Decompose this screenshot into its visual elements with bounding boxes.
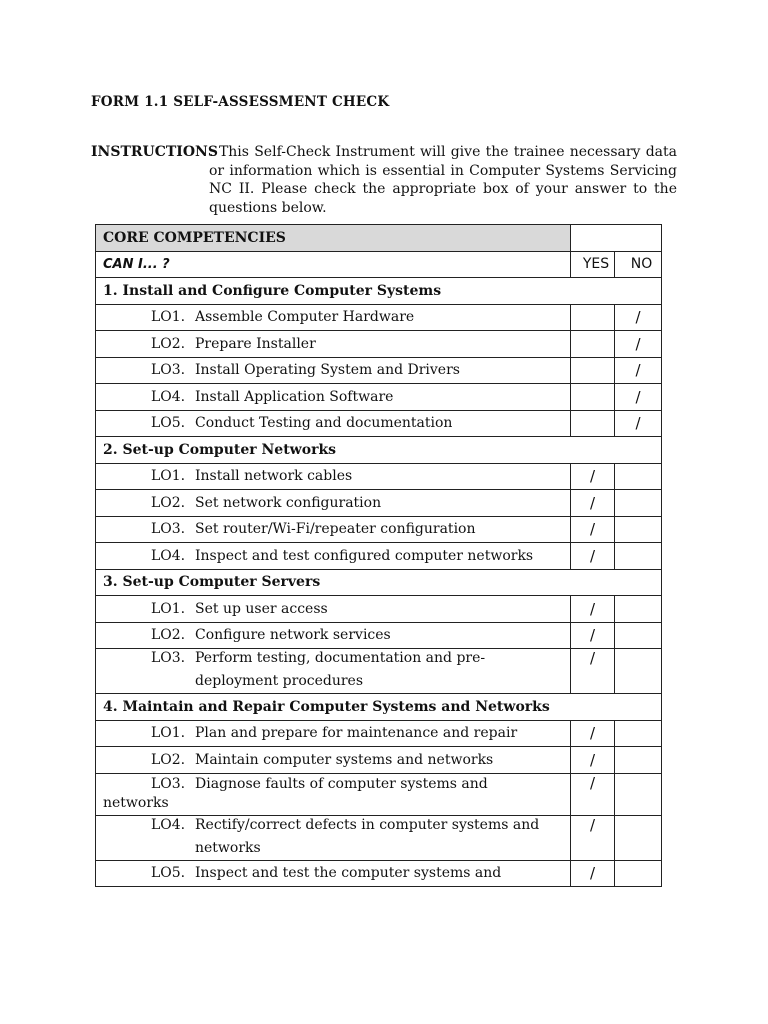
header-row-core <box>96 225 662 252</box>
learning-outcome-number: LO2. <box>151 335 186 352</box>
check-mark: / <box>589 520 596 539</box>
table-row <box>96 490 662 517</box>
learning-outcome-text: Plan and prepare for maintenance and repair <box>195 725 518 742</box>
no-checkbox-cell[interactable] <box>615 543 662 570</box>
yes-checkbox-cell[interactable] <box>571 720 615 747</box>
can-i-header: CAN I... ? <box>96 251 571 278</box>
competency-cell <box>96 815 571 860</box>
learning-outcome-continuation: networks <box>195 839 261 856</box>
check-mark: / <box>589 864 596 883</box>
section-title: 1. Install and Configure Computer Systems <box>96 278 662 305</box>
competency-cell <box>96 773 571 815</box>
competency-cell <box>96 331 571 358</box>
no-checkbox-cell[interactable] <box>615 463 662 490</box>
no-checkbox-cell[interactable] <box>615 490 662 517</box>
check-mark: / <box>589 815 596 834</box>
table-row <box>96 815 662 860</box>
learning-outcome-text: Inspect and test configured computer networks <box>195 547 534 564</box>
learning-outcome-number: LO2. <box>151 627 186 644</box>
no-checkbox-cell[interactable] <box>615 773 662 815</box>
check-mark: / <box>635 414 641 433</box>
yes-checkbox-cell[interactable] <box>571 773 615 815</box>
competency-cell <box>96 860 571 887</box>
learning-outcome-number: LO1. <box>151 309 186 326</box>
yes-checkbox-cell[interactable] <box>571 331 615 358</box>
learning-outcome-number: LO1. <box>151 725 186 742</box>
learning-outcome-number: LO3. <box>151 362 186 379</box>
competency-cell <box>96 516 571 543</box>
table-row <box>96 596 662 623</box>
yes-checkbox-cell[interactable] <box>571 516 615 543</box>
self-assessment-table <box>95 224 662 887</box>
table-row <box>96 331 662 358</box>
learning-outcome-text: Install network cables <box>195 468 353 485</box>
learning-outcome-text: Install Operating System and Drivers <box>195 362 460 379</box>
learning-outcome-text: Prepare Installer <box>195 335 316 352</box>
no-column-header: NO <box>615 251 662 278</box>
check-mark: / <box>589 493 596 512</box>
check-mark: / <box>635 361 641 380</box>
table-row <box>96 622 662 649</box>
yes-checkbox-cell[interactable] <box>571 490 615 517</box>
yes-checkbox-cell[interactable] <box>571 649 615 694</box>
learning-outcome-text: Configure network services <box>195 627 391 644</box>
yes-checkbox-cell[interactable] <box>571 304 615 331</box>
learning-outcome-number: LO1. <box>151 468 186 485</box>
yes-checkbox-cell[interactable] <box>571 747 615 774</box>
table-row <box>96 516 662 543</box>
section-row <box>96 569 662 596</box>
no-checkbox-cell[interactable] <box>615 304 662 331</box>
no-checkbox-cell[interactable] <box>615 815 662 860</box>
yes-checkbox-cell[interactable] <box>571 815 615 860</box>
table-row <box>96 649 662 694</box>
competency-cell <box>96 596 571 623</box>
no-checkbox-cell[interactable] <box>615 720 662 747</box>
no-checkbox-cell[interactable] <box>615 516 662 543</box>
yes-checkbox-cell[interactable] <box>571 384 615 411</box>
no-checkbox-cell[interactable] <box>615 649 662 694</box>
learning-outcome-number: LO4. <box>151 388 186 405</box>
section-row <box>96 278 662 305</box>
learning-outcome-number: LO1. <box>151 600 186 617</box>
learning-outcome-number: LO2. <box>151 494 186 511</box>
section-row <box>96 437 662 464</box>
check-mark: / <box>589 773 596 792</box>
table-row <box>96 357 662 384</box>
yes-checkbox-cell[interactable] <box>571 543 615 570</box>
table-row <box>96 384 662 411</box>
learning-outcome-number: LO3. <box>151 775 186 792</box>
competency-cell <box>96 410 571 437</box>
competency-cell <box>96 304 571 331</box>
competency-cell <box>96 747 571 774</box>
learning-outcome-text: Install Application Software <box>195 388 394 405</box>
learning-outcome-continuation: deployment procedures <box>195 673 364 689</box>
check-mark: / <box>635 308 641 327</box>
competency-cell <box>96 622 571 649</box>
learning-outcome-text: Inspect and test the computer systems and <box>195 865 502 882</box>
yes-checkbox-cell[interactable] <box>571 596 615 623</box>
learning-outcome-number: LO5. <box>151 415 186 432</box>
instructions-block <box>91 143 677 217</box>
table-row <box>96 304 662 331</box>
competency-cell <box>96 720 571 747</box>
section-title: 4. Maintain and Repair Computer Systems and Networks <box>96 694 662 721</box>
learning-outcome-number: LO5. <box>151 865 186 882</box>
no-checkbox-cell[interactable] <box>615 860 662 887</box>
competency-cell <box>96 543 571 570</box>
table-row <box>96 410 662 437</box>
learning-outcome-wrap: networks <box>103 794 169 811</box>
competency-cell <box>96 649 571 694</box>
check-mark: / <box>635 387 641 406</box>
learning-outcome-text: Diagnose faults of computer systems and <box>195 775 488 792</box>
check-mark: / <box>635 334 641 353</box>
learning-outcome-text: Rectify/correct defects in computer systems and <box>195 816 540 833</box>
competency-cell <box>96 490 571 517</box>
check-mark: / <box>589 546 596 565</box>
section-row <box>96 694 662 721</box>
yes-checkbox-cell[interactable] <box>571 410 615 437</box>
no-checkbox-cell[interactable] <box>615 331 662 358</box>
yes-checkbox-cell[interactable] <box>571 357 615 384</box>
yes-checkbox-cell[interactable] <box>571 860 615 887</box>
check-mark: / <box>589 467 596 486</box>
instructions-label: INSTRUCTIONS <box>91 144 218 160</box>
table-row <box>96 773 662 815</box>
competency-cell <box>96 357 571 384</box>
check-mark: / <box>589 626 596 645</box>
no-checkbox-cell[interactable] <box>615 622 662 649</box>
no-checkbox-cell[interactable] <box>615 410 662 437</box>
core-competencies-header: CORE COMPETENCIES <box>96 225 571 252</box>
header-blank-cell <box>571 225 662 252</box>
competency-cell <box>96 463 571 490</box>
section-title: 3. Set-up Computer Servers <box>96 569 662 596</box>
no-checkbox-cell[interactable] <box>615 384 662 411</box>
form-title: FORM 1.1 SELF-ASSESSMENT CHECK <box>91 94 390 110</box>
table-row <box>96 463 662 490</box>
header-row-can <box>96 251 662 278</box>
learning-outcome-number: LO4. <box>151 547 186 564</box>
yes-checkbox-cell[interactable] <box>571 463 615 490</box>
learning-outcome-text: Conduct Testing and documentation <box>195 415 453 432</box>
check-mark: / <box>589 649 596 667</box>
table-row <box>96 860 662 887</box>
learning-outcome-number: LO3. <box>151 650 186 666</box>
learning-outcome-text: Set router/Wi-Fi/repeater configuration <box>195 521 476 538</box>
section-title: 2. Set-up Computer Networks <box>96 437 662 464</box>
learning-outcome-number: LO2. <box>151 751 186 768</box>
check-mark: / <box>589 750 596 769</box>
table-row <box>96 543 662 570</box>
learning-outcome-text: Maintain computer systems and networks <box>195 751 494 768</box>
instructions-text: : This Self-Check Instrument will give the trainee necessary data or information which is essential in Computer Systems Servicing NC II. Please check the appropriate box of your answer to the questions below. <box>209 144 677 216</box>
learning-outcome-number: LO3. <box>151 521 186 538</box>
yes-column-header: YES <box>571 251 615 278</box>
competency-cell <box>96 384 571 411</box>
no-checkbox-cell[interactable] <box>615 357 662 384</box>
learning-outcome-text: Assemble Computer Hardware <box>195 309 415 326</box>
no-checkbox-cell[interactable] <box>615 596 662 623</box>
learning-outcome-text: Set up user access <box>195 600 328 617</box>
no-checkbox-cell[interactable] <box>615 747 662 774</box>
learning-outcome-number: LO4. <box>151 816 186 833</box>
learning-outcome-text: Perform testing, documentation and pre- <box>195 650 486 666</box>
table-row <box>96 720 662 747</box>
check-mark: / <box>589 724 596 743</box>
learning-outcome-text: Set network configuration <box>195 494 382 511</box>
table-row <box>96 747 662 774</box>
yes-checkbox-cell[interactable] <box>571 622 615 649</box>
check-mark: / <box>589 599 596 618</box>
